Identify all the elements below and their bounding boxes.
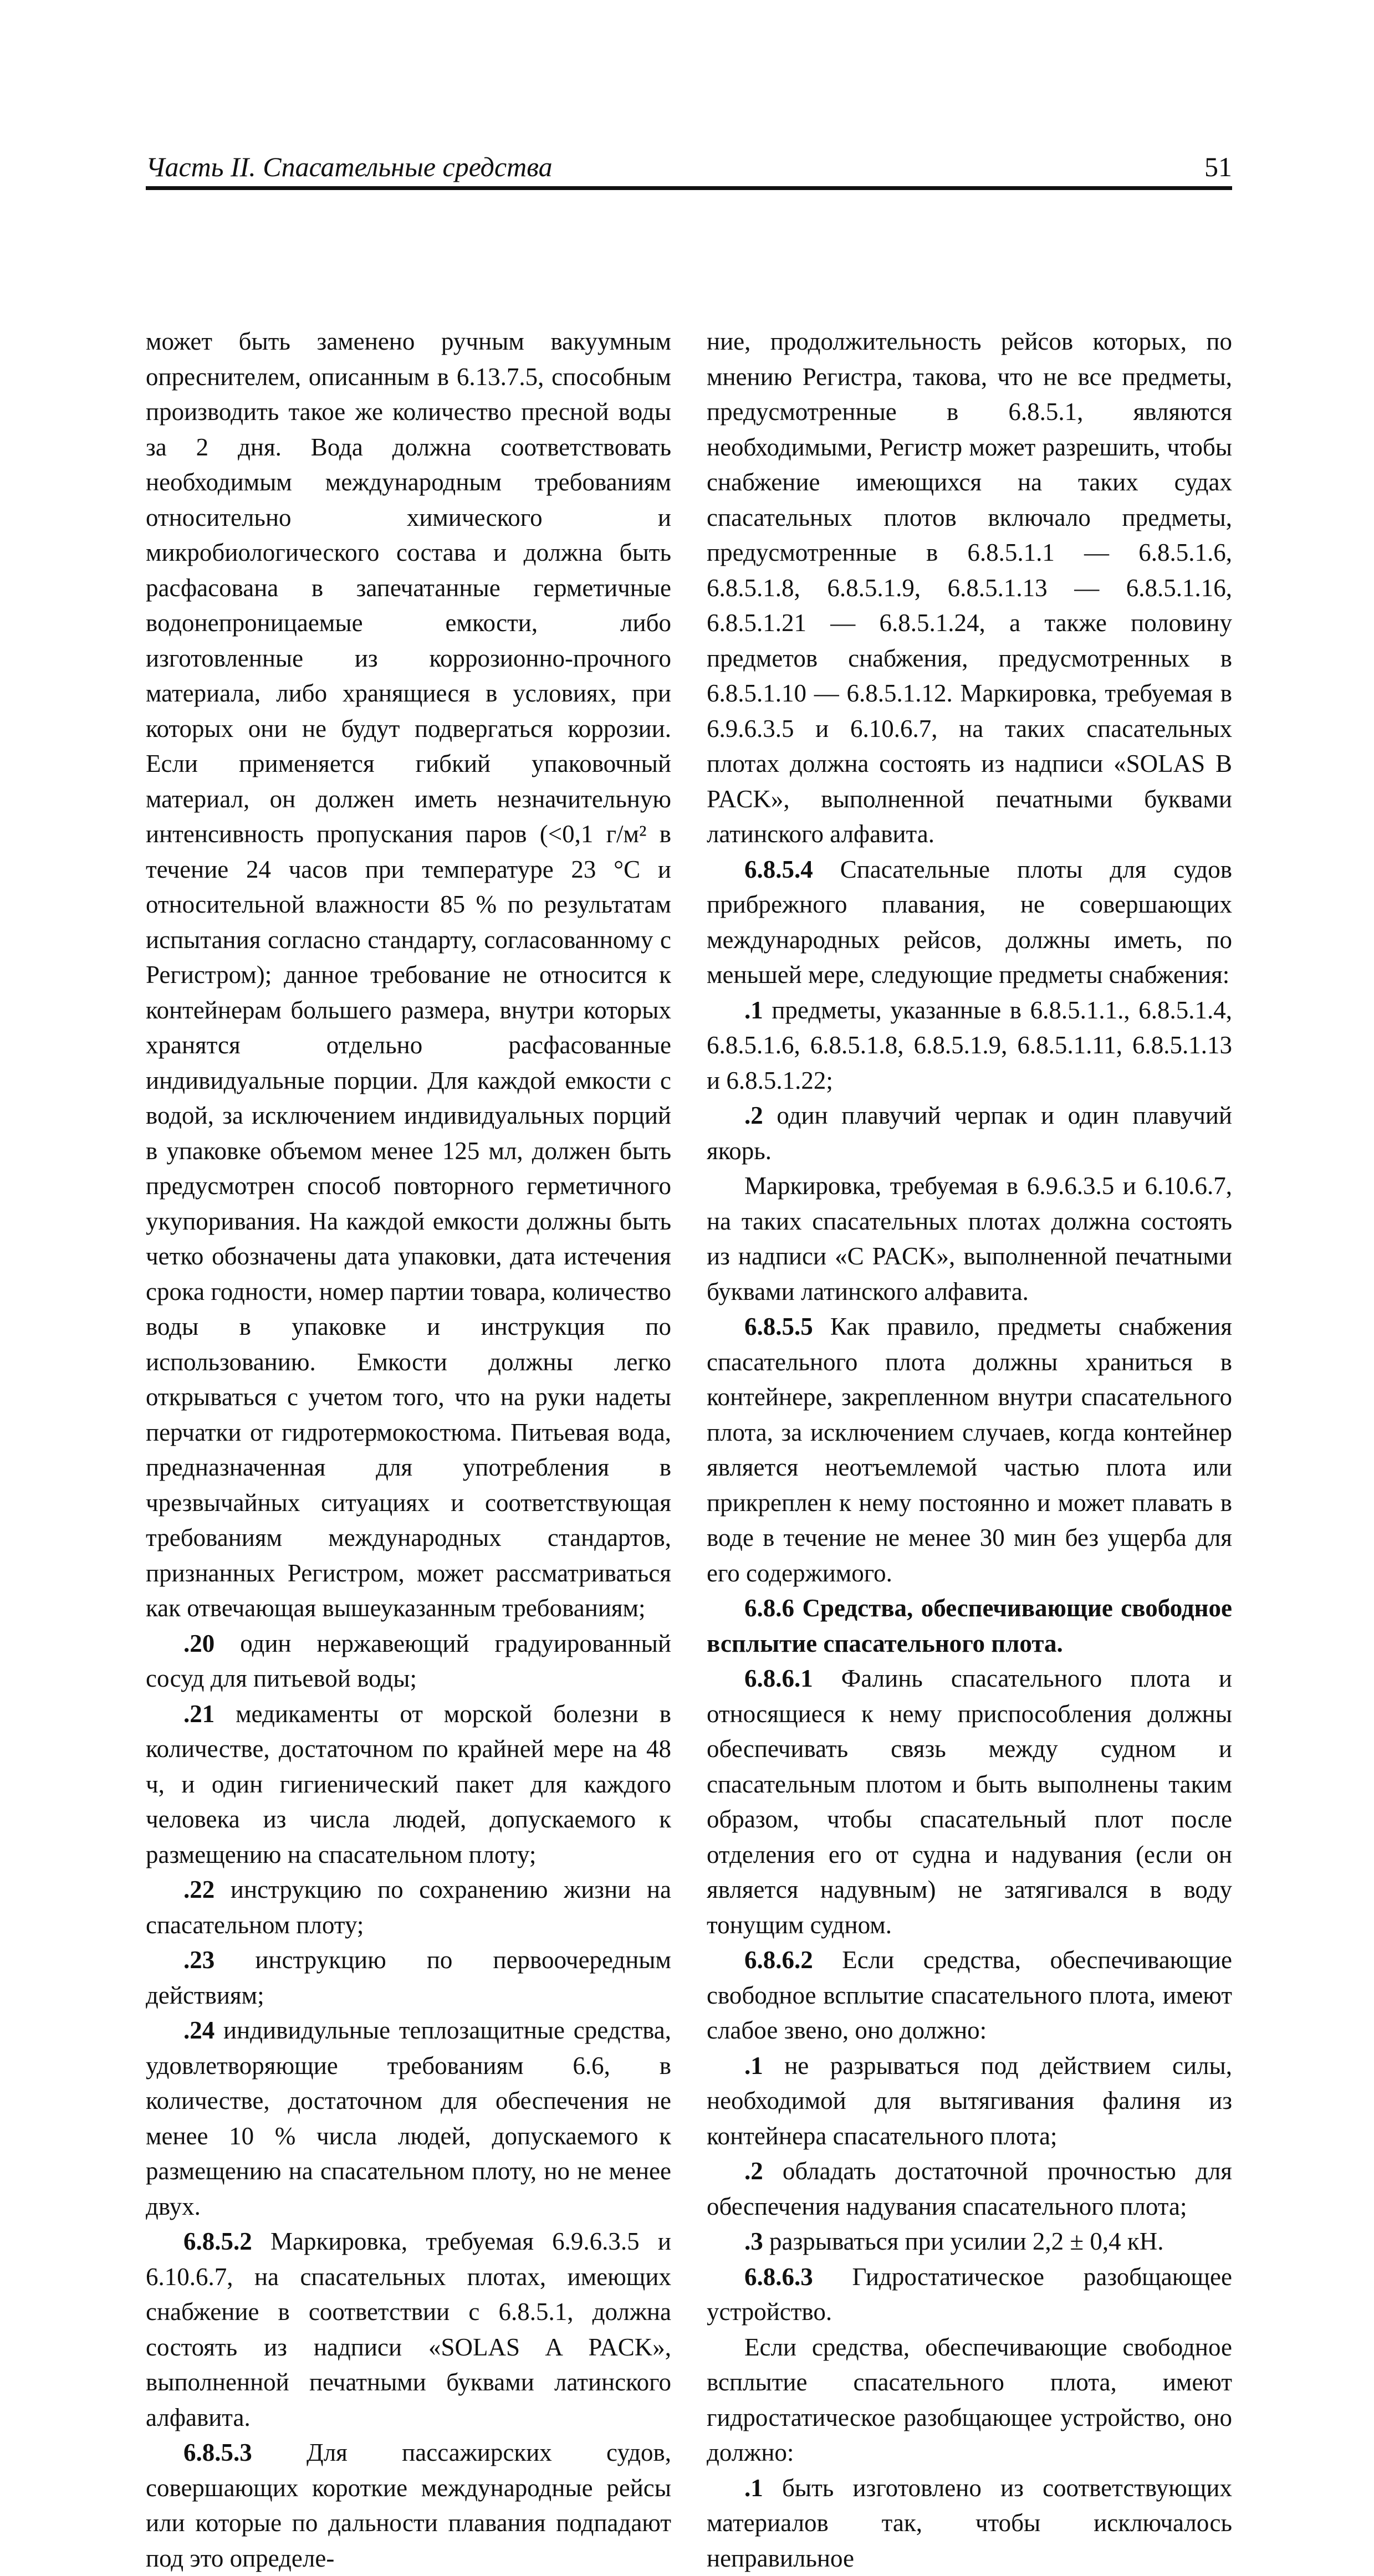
paragraph bbox=[707, 1591, 1232, 1661]
clause-number: .23 bbox=[183, 1946, 214, 1974]
paragraph bbox=[707, 2224, 1232, 2260]
paragraph bbox=[146, 324, 671, 1626]
paragraph bbox=[707, 2048, 1232, 2154]
paragraph-text: инструкцию по первоочередным действиям; bbox=[146, 1946, 671, 2009]
paragraph bbox=[707, 1169, 1232, 1309]
paragraph-text: Для пассажирских судов, совершающих короткие международные рейсы или которые по дальности плавания подпадают под это определе- bbox=[146, 2439, 671, 2572]
clause-number: .21 bbox=[183, 1700, 214, 1728]
clause-number: 6.8.5.2 bbox=[183, 2227, 252, 2255]
header-title: Часть II. Спасательные средства bbox=[146, 151, 553, 183]
clause-number: .20 bbox=[183, 1630, 214, 1657]
paragraph-text: Маркировка, требуемая 6.9.6.3.5 и 6.10.6.7, на спасательных плотах, имеющих снабжение в соответствии с 6.8.5.1, должна состоять из надписи «SOLAS A PACK», выполненной печатными буквами латинского алфавита. bbox=[146, 2227, 671, 2431]
clause-number: 6.8.6 Средства, обеспечивающие свободное всплытие спасательного плота. bbox=[707, 1594, 1232, 1657]
paragraph bbox=[146, 1626, 671, 1697]
paragraph bbox=[707, 2471, 1232, 2576]
paragraph-text: предметы, указанные в 6.8.5.1.1., 6.8.5.1.4, 6.8.5.1.6, 6.8.5.1.8, 6.8.5.1.9, 6.8.5.1.11, 6.8.5.1.13 и 6.8.5.1.22; bbox=[707, 996, 1232, 1094]
paragraph bbox=[146, 2013, 671, 2224]
clause-number: .1 bbox=[744, 996, 763, 1024]
paragraph bbox=[707, 1098, 1232, 1169]
paragraph-text: ние, продолжительность рейсов которых, по мнению Регистра, такова, что не все предметы, предусмотренные в 6.8.5.1, являются необходимыми, Регистр может разрешить, чтобы снабжение имеющихся на таких судах спасательных плотов включало предметы, предусмотренные в 6.8.5.1.1 — 6.8.5.1.6, 6.8.5.1.8, 6.8.5.1.9, 6.8.5.1.13 — 6.8.5.1.16, 6.8.5.1.21 — 6.8.5.1.24, а также половину предметов снабжения, предусмотренных в 6.8.5.1.10 — 6.8.5.1.12. Маркировка, требуемая в 6.9.6.3.5 и 6.10.6.7, на таких спасательных плотах должна состоять из надписи «SOLAS B PACK», выполненной печатными буквами латинского алфавита. bbox=[707, 327, 1232, 848]
paragraph-text: один плавучий черпак и один плавучий якорь. bbox=[707, 1102, 1232, 1165]
clause-number: 6.8.5.5 bbox=[744, 1313, 813, 1340]
running-header bbox=[146, 139, 1232, 190]
paragraph-text: может быть заменено ручным вакуумным опреснителем, описанным в 6.13.7.5, способным производить такое же количество пресной воды за 2 дня. Вода должна соответствовать необходимым международным требованиям относительно химического и микробиологического состава и должна быть расфасована в запечатанные герметичные водонепроницаемые емкости, либо изготовленные из коррозионно-прочного материала, либо хранящиеся в условиях, при которых они не будут подвергаться коррозии. Если применяется гибкий упаковочный материал, он должен иметь незначительную интенсивность пропускания паров (<0,1 г/м² в течение 24 часов при температуре 23 °С и относительной влажности 85 % по результатам испытания согласно стандарту, согласованному с Регистром); данное требование не относится к контейнерам большего размера, внутри которых хранятся отдельно расфасованные индивидуальные порции. Для каждой емкости с водой, за исключением индивидуальных порций в упаковке объемом менее 125 мл, должен быть предусмотрен способ повторного герметичного укупоривания. На каждой емкости должны быть четко обозначены дата упаковки, дата истечения срока годности, номер партии товара, количество воды в упаковке и инструкция по использованию. Емкости должны легко открываться с учетом того, что на руки надеты перчатки от гидротермокостюма. Питьевая вода, предназначенная для употребления в чрезвычайных ситуациях и соответствующая требованиям международных стандартов, признанных Регистром, может рассматриваться как отвечающая вышеуказанным требованиям; bbox=[146, 327, 671, 1622]
clause-number: .1 bbox=[744, 2052, 763, 2080]
paragraph bbox=[707, 2260, 1232, 2330]
paragraph-text: разрываться при усилии 2,2 ± 0,4 кН. bbox=[763, 2227, 1164, 2255]
paragraph bbox=[707, 1943, 1232, 2048]
paragraph-text: индивидульные теплозащитные средства, удовлетворяющие требованиям 6.6, в количестве, достаточном для обеспечения не менее 10 % числа людей, допускаемого к размещению на спасательном плоту, но не менее двух. bbox=[146, 2016, 671, 2220]
paragraph-text: Фалинь спасательного плота и относящиеся к нему приспособления должны обеспечивать связь между судном и спасательным плотом и быть выполнены таким образом, чтобы спасательный плот после отделения его от судна и надувания (если он является надувным) не затягивался в воду тонущим судном. bbox=[707, 1665, 1232, 1939]
paragraph bbox=[707, 852, 1232, 993]
paragraph bbox=[146, 2435, 671, 2576]
paragraph-text: медикаменты от морской болезни в количестве, достаточном по крайней мере на 48 ч, и один гигиенический пакет для каждого человека из числа людей, допускаемого к размещению на спасательном плоту; bbox=[146, 1700, 671, 1868]
paragraph-text: Если средства, обеспечивающие свободное всплытие спасательного плота, имеют гидростатическое разобщающее устройство, оно должно: bbox=[707, 2333, 1232, 2467]
paragraph bbox=[146, 1943, 671, 2013]
clause-number: 6.8.6.2 bbox=[744, 1946, 813, 1974]
paragraph-text: Гидростатическое разобщающее устройство. bbox=[707, 2263, 1232, 2326]
clause-number: 6.8.5.4 bbox=[744, 856, 813, 883]
clause-number: .2 bbox=[744, 2157, 763, 2185]
clause-number: .22 bbox=[183, 1876, 214, 1903]
paragraph-text: Маркировка, требуемая в 6.9.6.3.5 и 6.10.6.7, на таких спасательных плотах должна состоять из надписи «C PACK», выполненной печатными буквами латинского алфавита. bbox=[707, 1172, 1232, 1305]
clause-number: 6.8.6.1 bbox=[744, 1665, 813, 1692]
paragraph-text: не разрываться под действием силы, необходимой для вытягивания фалиня из контейнера спасательного плота; bbox=[707, 2052, 1232, 2150]
paragraph-text: обладать достаточной прочностью для обеспечения надувания спасательного плота; bbox=[707, 2157, 1232, 2220]
paragraph-text: быть изготовлено из соответствующих материалов так, чтобы исключалось неправильное bbox=[707, 2474, 1232, 2572]
right-column bbox=[707, 324, 1232, 2576]
paragraph bbox=[707, 1661, 1232, 1943]
paragraph-text: Если средства, обеспечивающие свободное всплытие спасательного плота, имеют слабое звено, оно должно: bbox=[707, 1946, 1232, 2044]
paragraph bbox=[146, 1697, 671, 1873]
clause-number: .24 bbox=[183, 2016, 214, 2044]
paragraph-text: Как правило, предметы снабжения спасательного плота должны храниться в контейнере, закрепленном внутри спасательного плота, за исключением случаев, когда контейнер является неотъемлемой частью плота или прикреплен к нему постоянно и может плавать в воде в течение не менее 30 мин без ущерба для его содержимого. bbox=[707, 1313, 1232, 1587]
clause-number: 6.8.5.3 bbox=[183, 2439, 252, 2466]
left-column bbox=[146, 324, 671, 2576]
paragraph-text: инструкцию по сохранению жизни на спасательном плоту; bbox=[146, 1876, 671, 1939]
clause-number: .3 bbox=[744, 2227, 763, 2255]
paragraph-text: один нержавеющий градуированный сосуд для питьевой воды; bbox=[146, 1630, 671, 1693]
paragraph bbox=[146, 2224, 671, 2435]
paragraph bbox=[707, 2330, 1232, 2471]
paragraph bbox=[707, 1309, 1232, 1591]
paragraph-text: Спасательные плоты для судов прибрежного плавания, не совершающих международных рейсов, должны иметь, по меньшей мере, следующие предметы снабжения: bbox=[707, 856, 1232, 989]
page-number: 51 bbox=[1204, 151, 1232, 183]
paragraph bbox=[707, 993, 1232, 1099]
clause-number: 6.8.6.3 bbox=[744, 2263, 813, 2291]
clause-number: .2 bbox=[744, 1102, 763, 1129]
paragraph bbox=[707, 2154, 1232, 2224]
clause-number: .1 bbox=[744, 2474, 763, 2502]
paragraph bbox=[146, 1872, 671, 1943]
paragraph bbox=[707, 324, 1232, 852]
